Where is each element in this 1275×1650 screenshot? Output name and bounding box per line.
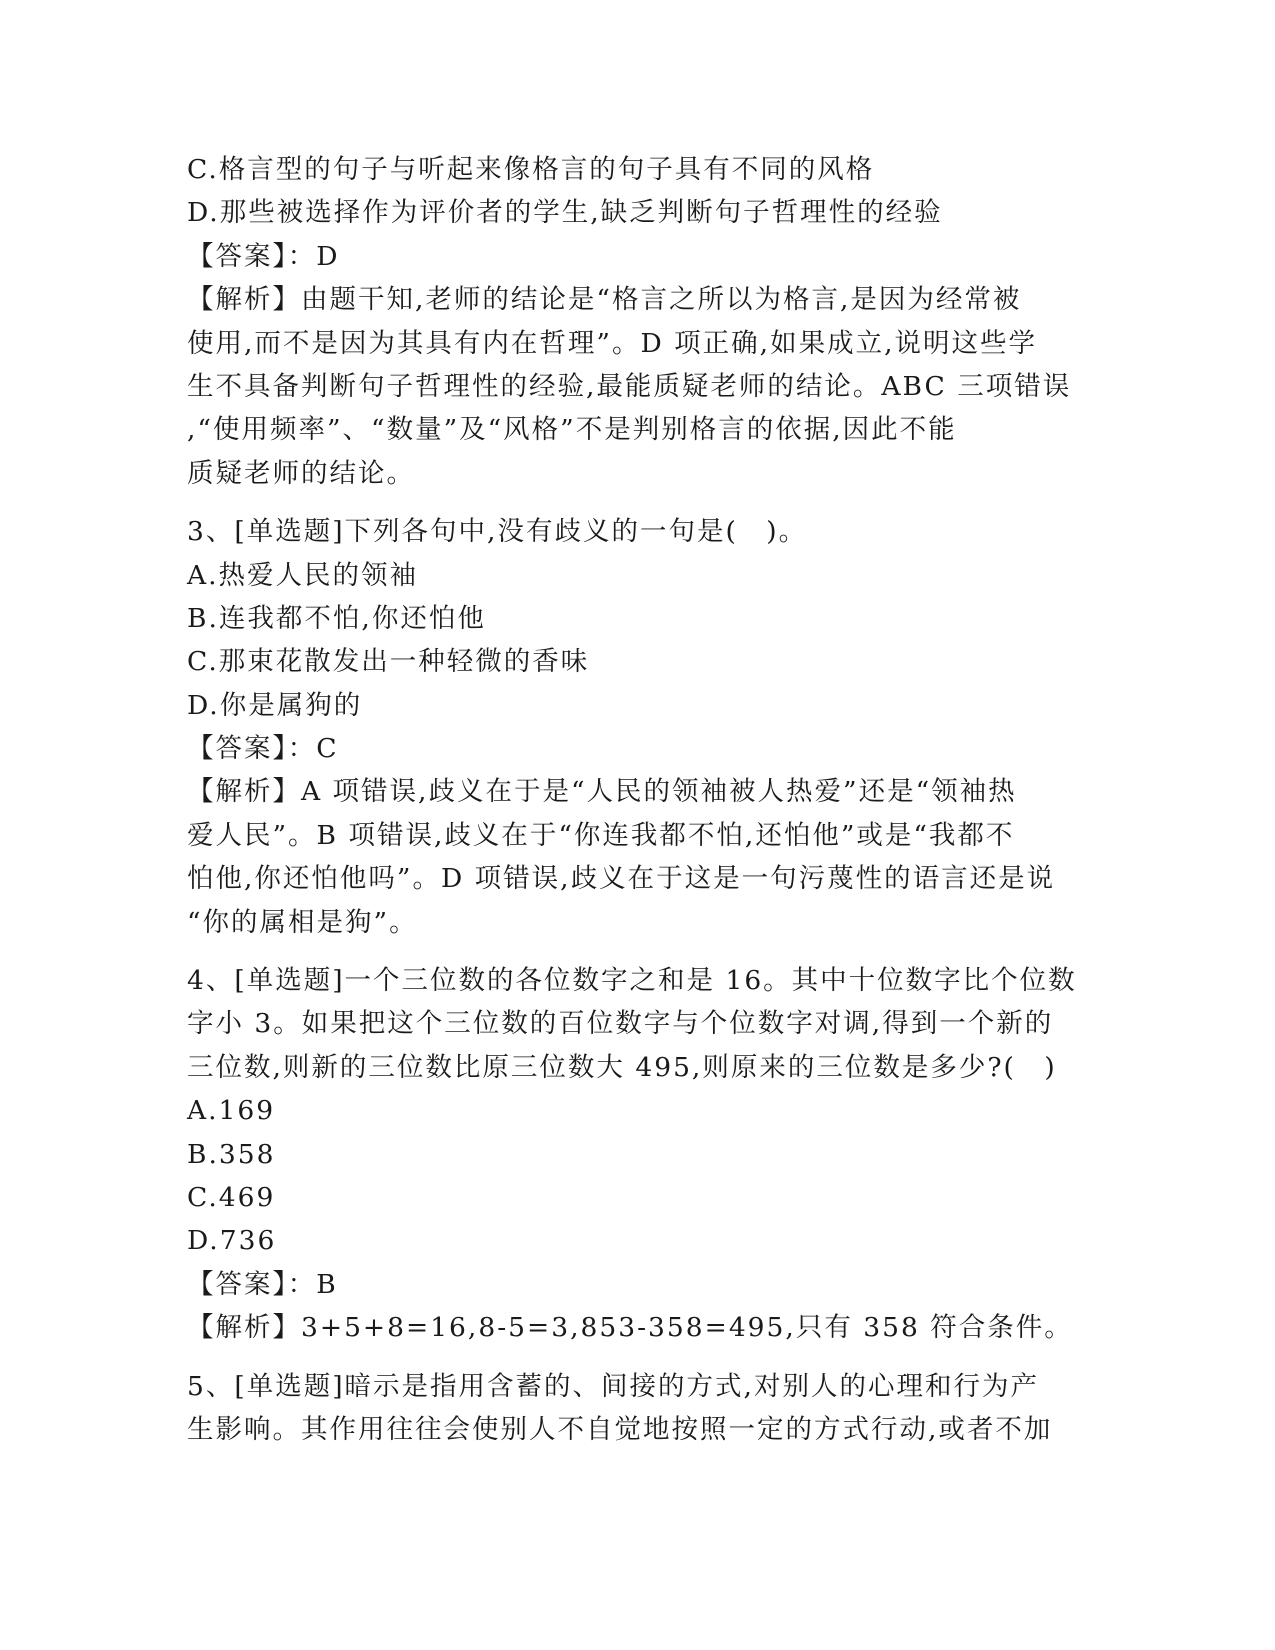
question-stem: 5、[单选题]暗示是指用含蓄的、间接的方式,对别人的心理和行为产 (187, 1370, 1039, 1402)
analysis-line: 生不具备判断句子哲理性的经验,最能质疑老师的结论。ABC 三项错误 (187, 370, 1072, 402)
option-b: B.连我都不怕,你还怕他 (187, 602, 486, 634)
option-c: C.那束花散发出一种轻微的香味 (187, 646, 590, 678)
question-stem: 4、[单选题]一个三位数的各位数字之和是 16。其中十位数字比个位数 (187, 965, 1077, 997)
analysis-line: “你的属相是狗”。 (187, 906, 418, 938)
analysis-line: 【解析】A 项错误,歧义在于是“人民的领袖被人热爱”还是“领袖热 (187, 776, 1017, 808)
question-gap (187, 1350, 1087, 1365)
option-b: B.358 (187, 1138, 276, 1170)
analysis-line: 使用,而不是因为其具有内在哲理”。D 项正确,如果成立,说明这些学 (187, 327, 1037, 359)
option-c: C.格言型的句子与听起来像格言的句子具有不同的风格 (187, 154, 875, 185)
option-c: C.469 (187, 1181, 276, 1213)
question-4 (187, 959, 1087, 1350)
answer: 【答案】：D (187, 240, 340, 272)
question-gap (187, 495, 1087, 510)
option-a: A.热爱人民的领袖 (187, 559, 419, 591)
question-stem: 3、[单选题]下列各句中,没有歧义的一句是( )。 (187, 516, 808, 548)
question-3 (187, 510, 1087, 944)
question-gap (187, 944, 1087, 959)
answer: 【答案】：C (187, 733, 339, 765)
question-stem: 三位数,则新的三位数比原三位数大 495,则原来的三位数是多少?( ) (187, 1051, 1057, 1083)
analysis-line: 【解析】由题干知,老师的结论是“格言之所以为格言,是因为经常被 (187, 284, 1022, 316)
answer: 【答案】：B (187, 1268, 338, 1300)
analysis-line: ,“使用频率”、“数量”及“风格”不是判别格言的依据,因此不能 (187, 414, 957, 446)
option-d: D.你是属狗的 (187, 689, 363, 721)
analysis-line: 【解析】3+5+8=16,8-5=3,853-358=495,只有 358 符合条件。 (187, 1312, 1073, 1344)
option-a: A.169 (187, 1095, 276, 1127)
document-page (187, 148, 1087, 1451)
question-5 (187, 1365, 1087, 1452)
analysis-line: 怕他,你还怕他吗”。D 项错误,歧义在于这是一句污蔑性的语言还是说 (187, 863, 1056, 895)
analysis-line: 质疑老师的结论。 (187, 457, 415, 489)
question-stem: 字小 3。如果把这个三位数的百位数字与个位数字对调,得到一个新的 (187, 1008, 1054, 1040)
question-stem: 生影响。其作用往往会使别人不自觉地按照一定的方式行动,或者不加 (187, 1413, 1053, 1445)
analysis-line: 爱人民”。B 项错误,歧义在于“你连我都不怕,还怕他”或是“我都不 (187, 819, 1015, 851)
option-d: D.736 (187, 1225, 277, 1257)
option-d: D.那些被选择作为评价者的学生,缺乏判断句子哲理性的经验 (187, 197, 943, 229)
question-2-tail (187, 148, 1087, 495)
